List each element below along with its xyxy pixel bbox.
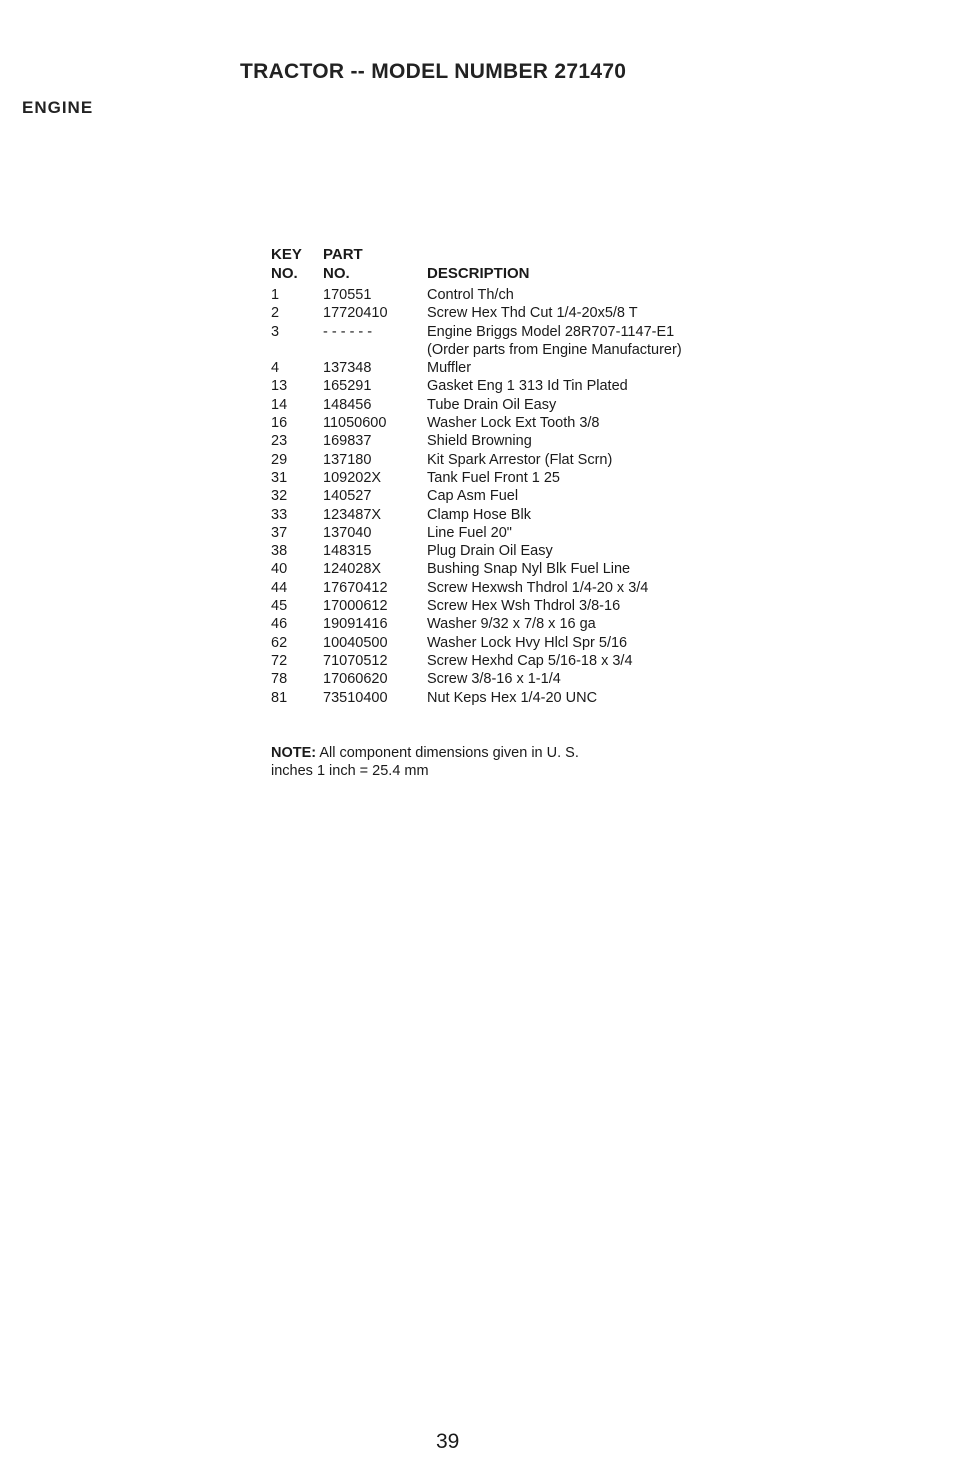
- part-no-cell: 19091416: [323, 616, 388, 633]
- part-no-cell: 148315: [323, 543, 372, 560]
- description-cell: Tube Drain Oil Easy: [427, 396, 557, 413]
- table-row: [271, 542, 741, 560]
- part-no-cell: 17670412: [323, 579, 388, 596]
- part-no-header-line2: NO.: [323, 265, 350, 282]
- description-cell: Washer Lock Hvy Hlcl Spr 5/16: [427, 634, 628, 651]
- key-no-header-line2: NO.: [271, 265, 298, 282]
- description-cell: Screw Hex Wsh Thdrol 3/8-16: [427, 598, 621, 615]
- table-row: [271, 524, 741, 542]
- part-no-cell: 17720410: [323, 305, 388, 322]
- description-cell: Muffler: [427, 360, 472, 377]
- part-no-cell: 71070512: [323, 652, 388, 669]
- table-row: [271, 432, 741, 450]
- key-no-cell: 29: [271, 451, 288, 468]
- description-cell: Control Th/ch: [427, 287, 514, 303]
- part-no-cell: 123487X: [323, 506, 382, 523]
- description-cell: Engine Briggs Model 28R707-1147-E1: [427, 323, 675, 340]
- key-no-cell: 37: [271, 524, 288, 541]
- key-no-cell: 45: [271, 598, 288, 615]
- table-row: [271, 579, 741, 597]
- description-cell: Screw Hexhd Cap 5/16-18 x 3/4: [427, 652, 633, 669]
- page-title: TRACTOR -- MODEL NUMBER 271470: [240, 60, 627, 83]
- description-cell: Nut Keps Hex 1/4-20 UNC: [427, 689, 598, 706]
- description-cell: Kit Spark Arrestor (Flat Scrn): [427, 451, 613, 468]
- key-no-cell: 44: [271, 579, 288, 596]
- table-row: [271, 634, 741, 652]
- key-no-cell: 46: [271, 616, 288, 633]
- table-row: [271, 560, 741, 578]
- key-no-cell: 2: [271, 305, 280, 322]
- description-cell: Line Fuel 20": [427, 524, 512, 541]
- description-cell: Shield Browning: [427, 433, 532, 450]
- key-no-cell: 31: [271, 469, 288, 486]
- key-no-cell: [271, 341, 323, 359]
- key-no-cell: 33: [271, 506, 288, 523]
- table-row: [271, 359, 741, 377]
- description-header: DESCRIPTION: [427, 265, 530, 282]
- table-row: [271, 414, 741, 432]
- table-row: [271, 323, 741, 341]
- description-cell: Washer Lock Ext Tooth 3/8: [427, 415, 600, 432]
- table-row: [271, 597, 741, 615]
- description-cell: Screw 3/8-16 x 1-1/4: [427, 671, 561, 688]
- page-number: 39: [436, 1430, 460, 1453]
- parts-list-rows: [271, 286, 741, 707]
- key-no-cell: 3: [271, 323, 280, 340]
- description-cell: Screw Hexwsh Thdrol 1/4-20 x 3/4: [427, 579, 649, 596]
- part-no-cell: 137180: [323, 451, 372, 468]
- key-no-cell: 16: [271, 415, 288, 432]
- table-row: [271, 689, 741, 707]
- table-row: [271, 341, 741, 359]
- description-cell: Bushing Snap Nyl Blk Fuel Line: [427, 561, 631, 578]
- description-cell: Cap Asm Fuel: [427, 488, 519, 505]
- table-row: [271, 487, 741, 505]
- note: [271, 744, 691, 780]
- part-no-cell: 17000612: [323, 598, 388, 615]
- part-no-cell: 140527: [323, 488, 372, 505]
- key-no-cell: 4: [271, 360, 280, 377]
- key-no-cell: 40: [271, 561, 288, 578]
- note-text: All component dimensions given in U. S.: [316, 745, 579, 761]
- table-row: [271, 615, 741, 633]
- description-cell: Screw Hex Thd Cut 1/4-20x5/8 T: [427, 305, 638, 322]
- note-text-line2: inches 1 inch = 25.4 mm: [271, 763, 429, 779]
- part-no-cell: 137040: [323, 524, 372, 541]
- part-no-cell: 109202X: [323, 469, 382, 486]
- part-no-cell: 10040500: [323, 634, 388, 651]
- description-cell: (Order parts from Engine Manufacturer): [427, 341, 682, 358]
- parts-list: [271, 246, 741, 707]
- part-no-cell: 170551: [323, 287, 372, 303]
- part-no-cell: 17060620: [323, 671, 388, 688]
- table-row: [271, 469, 741, 487]
- table-row: [271, 670, 741, 688]
- parts-list-header: [271, 246, 741, 286]
- table-row: [271, 396, 741, 414]
- part-no-cell: [323, 341, 427, 359]
- section-label: ENGINE: [22, 98, 94, 117]
- description-cell: Washer 9/32 x 7/8 x 16 ga: [427, 616, 596, 633]
- description-cell: Clamp Hose Blk: [427, 506, 531, 523]
- key-no-cell: 62: [271, 634, 288, 651]
- key-no-cell: 78: [271, 671, 288, 688]
- table-row: [271, 652, 741, 670]
- key-no-cell: 38: [271, 543, 288, 560]
- part-no-cell: 169837: [323, 433, 372, 450]
- note-label: NOTE:: [271, 745, 317, 761]
- key-no-cell: 81: [271, 689, 288, 706]
- key-no-cell: 72: [271, 652, 288, 669]
- description-cell: Gasket Eng 1 313 Id Tin Plated: [427, 378, 628, 395]
- part-no-cell: 11050600: [323, 415, 387, 432]
- key-no-cell: 13: [271, 378, 288, 395]
- table-row: [271, 304, 741, 322]
- part-no-cell: 148456: [323, 396, 372, 413]
- table-row: [271, 451, 741, 469]
- key-no-cell: 32: [271, 488, 288, 505]
- part-no-cell: - - - - - -: [323, 323, 373, 340]
- description-cell: Plug Drain Oil Easy: [427, 543, 553, 560]
- table-row: [271, 377, 741, 395]
- key-no-cell: 14: [271, 396, 288, 413]
- table-row: [271, 506, 741, 524]
- part-no-cell: 137348: [323, 360, 372, 377]
- part-no-cell: 165291: [323, 378, 372, 395]
- part-no-header-line1: PART: [323, 246, 363, 263]
- key-no-header-line1: KEY: [271, 246, 302, 263]
- key-no-cell: 1: [271, 287, 280, 303]
- key-no-cell: 23: [271, 433, 288, 450]
- part-no-cell: 124028X: [323, 561, 382, 578]
- description-cell: Tank Fuel Front 1 25: [427, 469, 560, 486]
- part-no-cell: 73510400: [323, 689, 388, 706]
- table-row: [271, 286, 741, 304]
